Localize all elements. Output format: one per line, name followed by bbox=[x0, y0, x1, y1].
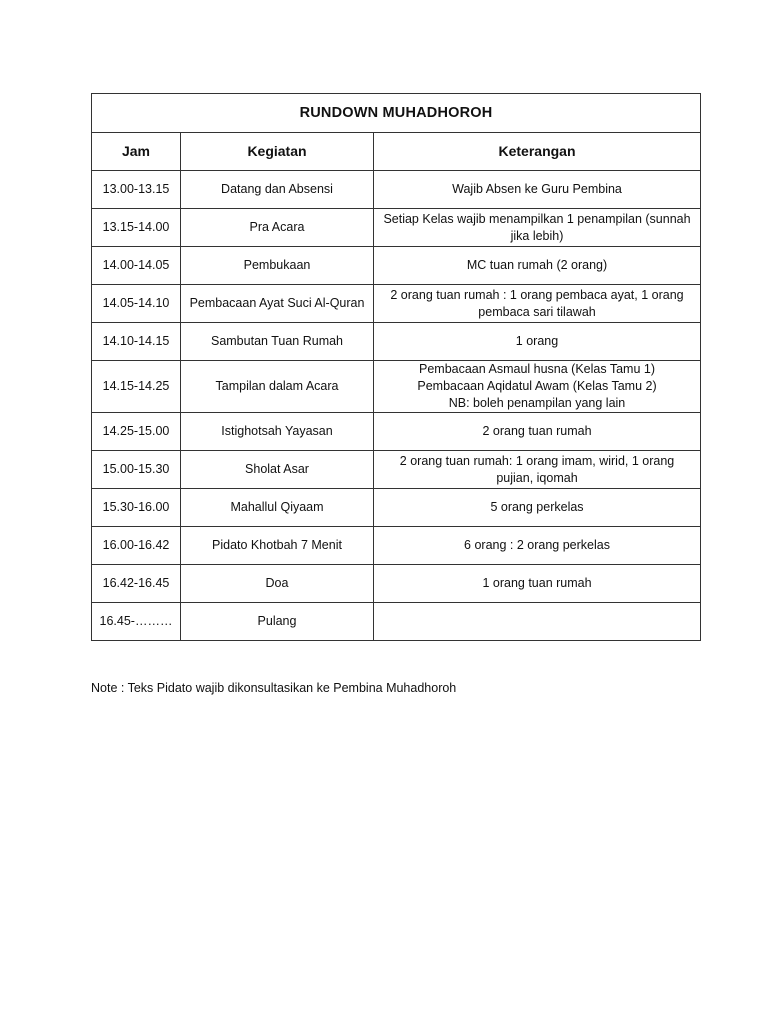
cell-jam: 14.10-14.15 bbox=[92, 323, 181, 361]
cell-jam: 14.05-14.10 bbox=[92, 285, 181, 323]
table-row bbox=[92, 413, 701, 451]
cell-keterangan bbox=[374, 451, 701, 489]
cell-jam: 14.25-15.00 bbox=[92, 413, 181, 451]
keterangan-line: 2 orang tuan rumah bbox=[482, 424, 592, 438]
table-title: RUNDOWN MUHADHOROH bbox=[92, 94, 701, 133]
header-jam: Jam bbox=[92, 133, 181, 171]
keterangan-line: 5 orang perkelas bbox=[490, 500, 584, 514]
cell-keterangan bbox=[374, 209, 701, 247]
cell-keterangan bbox=[374, 413, 701, 451]
table-row bbox=[92, 451, 701, 489]
keterangan-line: Pembacaan Aqidatul Awam (Kelas Tamu 2) bbox=[417, 379, 657, 393]
cell-jam: 13.00-13.15 bbox=[92, 171, 181, 209]
keterangan-line: 1 orang tuan rumah bbox=[482, 576, 592, 590]
cell-keterangan bbox=[374, 565, 701, 603]
cell-keterangan bbox=[374, 171, 701, 209]
header-row bbox=[92, 133, 701, 171]
header-keterangan: Keterangan bbox=[374, 133, 701, 171]
cell-keterangan bbox=[374, 527, 701, 565]
schedule-body bbox=[92, 171, 701, 641]
table-row bbox=[92, 247, 701, 285]
cell-keterangan bbox=[374, 323, 701, 361]
cell-jam: 16.42-16.45 bbox=[92, 565, 181, 603]
keterangan-line: pujian, iqomah bbox=[496, 470, 578, 485]
cell-kegiatan: Pidato Khotbah 7 Menit bbox=[181, 527, 374, 565]
table-row bbox=[92, 603, 701, 641]
cell-kegiatan: Datang dan Absensi bbox=[181, 171, 374, 209]
cell-jam: 15.30-16.00 bbox=[92, 489, 181, 527]
table-row bbox=[92, 323, 701, 361]
cell-kegiatan: Pulang bbox=[181, 603, 374, 641]
rundown-table bbox=[91, 93, 701, 641]
cell-kegiatan: Mahallul Qiyaam bbox=[181, 489, 374, 527]
cell-jam: 16.45-……… bbox=[92, 603, 181, 641]
cell-jam: 13.15-14.00 bbox=[92, 209, 181, 247]
table-row bbox=[92, 489, 701, 527]
cell-kegiatan: Pembukaan bbox=[181, 247, 374, 285]
table-row bbox=[92, 361, 701, 413]
title-row bbox=[92, 94, 701, 133]
header-kegiatan: Kegiatan bbox=[181, 133, 374, 171]
cell-jam: 16.00-16.42 bbox=[92, 527, 181, 565]
cell-keterangan bbox=[374, 361, 701, 413]
keterangan-line: 2 orang tuan rumah: 1 orang imam, wirid, 1 orang bbox=[399, 453, 675, 468]
table-row bbox=[92, 171, 701, 209]
keterangan-line: Wajib Absen ke Guru Pembina bbox=[452, 182, 622, 196]
keterangan-line: Pembacaan Asmaul husna (Kelas Tamu 1) bbox=[419, 362, 656, 376]
cell-kegiatan: Istighotsah Yayasan bbox=[181, 413, 374, 451]
cell-kegiatan: Tampilan dalam Acara bbox=[181, 361, 374, 413]
table-row bbox=[92, 565, 701, 603]
cell-keterangan bbox=[374, 285, 701, 323]
keterangan-line: MC tuan rumah (2 orang) bbox=[466, 258, 608, 272]
cell-jam: 14.15-14.25 bbox=[92, 361, 181, 413]
cell-keterangan bbox=[374, 247, 701, 285]
keterangan-line: 1 orang bbox=[515, 334, 559, 348]
cell-kegiatan: Doa bbox=[181, 565, 374, 603]
cell-kegiatan: Pembacaan Ayat Suci Al-Quran bbox=[181, 285, 374, 323]
cell-kegiatan: Pra Acara bbox=[181, 209, 374, 247]
keterangan-line: 6 orang : 2 orang perkelas bbox=[464, 538, 610, 552]
keterangan-line: Setiap Kelas wajib menampilkan 1 penampilan (sunnah bbox=[383, 211, 691, 226]
table-row bbox=[92, 209, 701, 247]
cell-kegiatan: Sholat Asar bbox=[181, 451, 374, 489]
cell-keterangan bbox=[374, 489, 701, 527]
keterangan-line: 2 orang tuan rumah : 1 orang pembaca ayat, 1 orang bbox=[390, 287, 684, 302]
keterangan-line: NB: boleh penampilan yang lain bbox=[448, 396, 626, 410]
cell-jam: 14.00-14.05 bbox=[92, 247, 181, 285]
table-row bbox=[92, 527, 701, 565]
table-row bbox=[92, 285, 701, 323]
keterangan-line: jika lebih) bbox=[510, 228, 564, 243]
cell-kegiatan: Sambutan Tuan Rumah bbox=[181, 323, 374, 361]
cell-keterangan bbox=[374, 603, 701, 641]
footnote: Note : Teks Pidato wajib dikonsultasikan ke Pembina Muhadhoroh bbox=[91, 681, 457, 695]
keterangan-line: pembaca sari tilawah bbox=[478, 304, 596, 319]
cell-jam: 15.00-15.30 bbox=[92, 451, 181, 489]
